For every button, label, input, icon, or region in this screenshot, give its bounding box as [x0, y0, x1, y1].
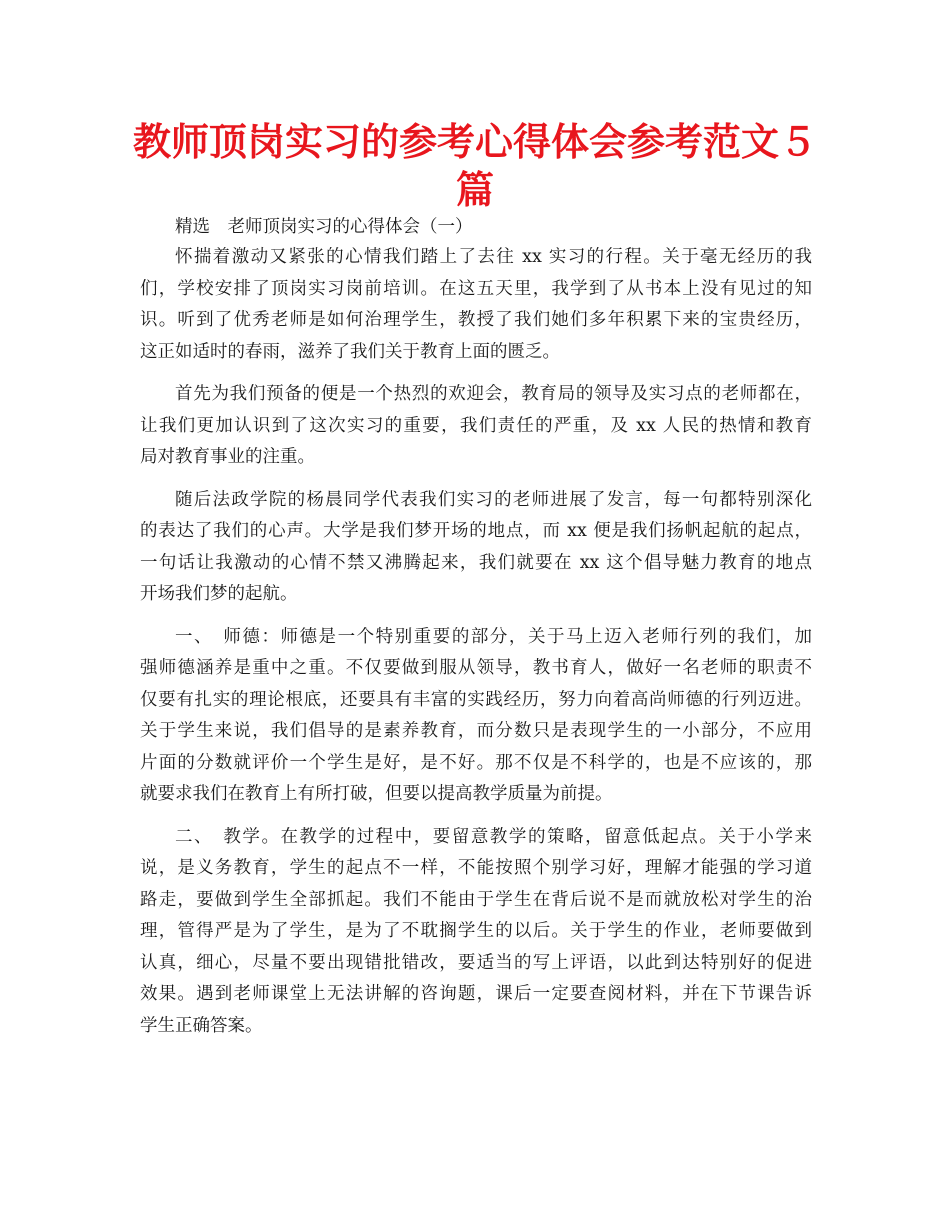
paragraph-line: 局对教育事业的注重。	[140, 447, 315, 467]
paragraph-line: 开场我们梦的起航。	[140, 584, 298, 604]
paragraph-line: 仅要有扎实的理论根底，还要具有丰富的实践经历，努力向着高尚师德的行列迈进。	[140, 689, 812, 710]
paragraph-line: 一句话让我激动的心情不禁又沸腾起来，我们就要在 xx 这个倡导魅力教育的地点	[140, 552, 812, 573]
paragraph-line: 们，学校安排了顶岗实习岗前培训。在这五天里，我学到了从书本上没有见过的知	[140, 278, 812, 299]
paragraph-line: 随后法政学院的杨晨同学代表我们实习的老师进展了发言，每一句都特别深化	[175, 489, 812, 510]
section-subheading: 精选 老师顶岗实习的心得体会（一）	[175, 217, 473, 237]
body-paragraph	[140, 622, 812, 811]
paragraph-line: 怀揣着激动又紧张的心情我们踏上了去往 xx 实习的行程。关于毫无经历的我	[175, 247, 812, 267]
paragraph-line: 学生正确答案。	[140, 1015, 263, 1036]
paragraph-line: 效果。遇到老师课堂上无法讲解的咨询题，课后一定要查阅材料，并在下节课告诉	[140, 984, 812, 1004]
paragraph-line: 关于学生来说，我们倡导的是素养教育，而分数只是表现学生的一小部分，不应用	[140, 721, 812, 741]
title-line-2: 篇	[455, 168, 494, 212]
paragraph-list	[140, 242, 812, 1042]
paragraph-line: 路走，要做到学生全部抓起。我们不能由于学生在背后说不是而就放松对学生的治	[140, 889, 812, 910]
paragraph-line: 首先为我们预备的便是一个热烈的欢迎会，教育局的领导及实习点的老师都在，	[175, 384, 812, 404]
paragraph-line: 这正如适时的春雨，滋养了我们关于教育上面的匮乏。	[140, 341, 560, 362]
body-paragraph	[140, 822, 812, 1043]
paragraph-line: 二、 教学。在教学的过程中，要留意教学的策略，留意低起点。关于小学来	[175, 826, 812, 847]
paragraph-line: 的表达了我们的心声。大学是我们梦开场的地点，而 xx 便是我们扬帆起航的起点，	[140, 521, 812, 541]
document-body	[140, 212, 812, 1053]
paragraph-line: 让我们更加认识到了这次实习的重要，我们责任的严重，及 xx 人民的热情和教育	[140, 415, 812, 436]
body-paragraph	[140, 485, 812, 611]
paragraph-line: 就要求我们在教育上有所打破，但要以提高教学质量为前提。	[140, 784, 613, 804]
paragraph-line: 片面的分数就评价一个学生是好，是不好。那不仅是不科学的，也是不应该的，那	[140, 752, 812, 773]
paragraph-line: 理，管得严是为了学生，是为了不耽搁学生的以后。关于学生的作业，老师要做到	[140, 921, 812, 941]
paragraph-line: 说，是义务教育，学生的起点不一样，不能按照个别学习好，理解才能强的学习道	[140, 858, 812, 878]
paragraph-line: 识。听到了优秀老师是如何治理学生，教授了我们她们多年积累下来的宝贵经历，	[140, 310, 812, 330]
title-line-1: 教师顶岗实习的参考心得体会参考范文５	[132, 120, 817, 164]
body-paragraph	[140, 379, 812, 474]
paragraph-line: 认真，细心，尽量不要出现错批错改，要适当的写上评语，以此到达特别好的促进	[140, 952, 812, 973]
paragraph-line: 强师德涵养是重中之重。不仅要做到服从领导，教书育人，做好一名老师的职责不	[140, 658, 812, 678]
document-title	[130, 118, 820, 214]
paragraph-line: 一、 师德：师德是一个特别重要的部分，关于马上迈入老师行列的我们，加	[175, 626, 812, 647]
body-paragraph	[140, 242, 812, 368]
